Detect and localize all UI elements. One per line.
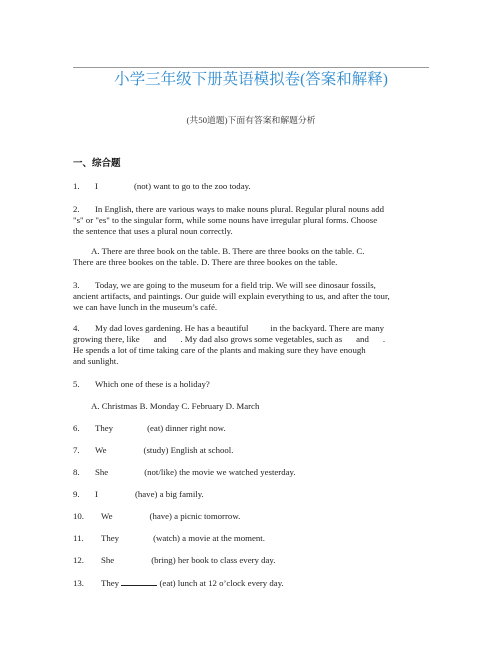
question-2-options [73,246,443,257]
question-text: (bring) her book to class every day. [151,555,276,565]
question-2-line-3: the sentence that uses a plural noun correctly. [73,226,233,236]
question-subject: She [101,555,115,565]
question-text: Which one of these is a holiday? [95,379,210,389]
question-text: and [356,334,369,344]
question-subject: I [95,181,98,191]
question-text: (have) a big family. [134,489,204,499]
question-10 [73,511,443,522]
question-2-line-2: "s" or "es" to the singular form, while some nouns have irregular plural forms. Choose [73,215,378,225]
page-title: 小学三年级下册英语模拟卷(答案和解释) [114,71,388,88]
question-number: 7. [73,445,80,455]
question-text: My dad loves gardening. He has a beautiful [95,323,249,333]
question-11 [73,533,443,544]
question-9 [73,489,443,500]
section-heading: 一、综合题 [73,159,121,169]
answer-blank-underline [121,577,157,586]
question-4-line-4: and sunlight. [73,356,119,366]
question-number: 13. [73,578,84,588]
question-3 [73,280,443,291]
question-subject: They [95,423,114,433]
question-number: 6. [73,423,80,433]
answer-options: A. There are three book on the table. B. There are three books on the table. C. [91,246,365,256]
question-text: . My dad also grows some vegetables, such as [180,334,343,344]
question-5-options [73,401,443,412]
question-subject: They [101,578,120,588]
question-subject: They [101,533,120,543]
question-2 [73,204,443,215]
question-text: (eat) lunch at 12 o’clock every day. [159,578,284,588]
question-12 [73,555,443,566]
question-text: (eat) dinner right now. [147,423,226,433]
question-4-line-2 [73,334,443,345]
question-number: 11. [73,533,84,543]
question-number: 5. [73,379,80,389]
question-number: 3. [73,280,80,290]
question-6 [73,423,443,434]
question-4-line-3: He spends a lot of time taking care of the plants and making sure they have enough [73,345,366,355]
question-text: (not/like) the movie we watched yesterday. [144,467,296,477]
question-number: 9. [73,489,80,499]
question-number: 12. [73,555,84,565]
question-13 [73,577,443,589]
question-7 [73,445,443,456]
question-text: and [153,334,167,344]
question-subject: We [95,445,107,455]
question-number: 10. [73,511,84,521]
page-subtitle: (共50道题)下面有答案和解题分析 [186,115,316,125]
question-text: (study) English at school. [143,445,234,455]
question-number: 4. [73,323,80,333]
question-4 [73,323,443,334]
question-1 [73,181,443,192]
question-text: (have) a picnic tomorrow. [149,511,241,521]
question-3-line-2: ancient artifacts, and paintings. Our guide will explain everything to us, and after the tour, [73,291,390,301]
question-2-options-cont: There are three bookes on the table. D. There are three bookes on the table. [73,257,338,267]
answer-options: A. Christmas B. Monday C. February D. March [91,401,260,411]
question-subject: She [95,467,109,477]
question-number: 2. [73,204,80,214]
question-number: 1. [73,181,80,191]
question-subject: I [95,489,98,499]
question-text: growing there, like [73,334,140,344]
question-text: In English, there are various ways to make nouns plural. Regular plural nouns add [95,204,385,214]
question-number: 8. [73,467,80,477]
question-text: in the backyard. There are many [270,323,385,333]
question-text: . [382,334,386,344]
question-8 [73,467,443,478]
question-text: (watch) a movie at the moment. [153,533,265,543]
question-subject: We [101,511,113,521]
question-5 [73,379,443,390]
header-rule [73,67,429,68]
question-text: (not) want to go to the zoo today. [133,181,251,191]
question-3-line-3: we can have lunch in the museum’s café. [73,302,218,312]
question-text: Today, we are going to the museum for a field trip. We will see dinosaur fossils, [95,280,376,290]
